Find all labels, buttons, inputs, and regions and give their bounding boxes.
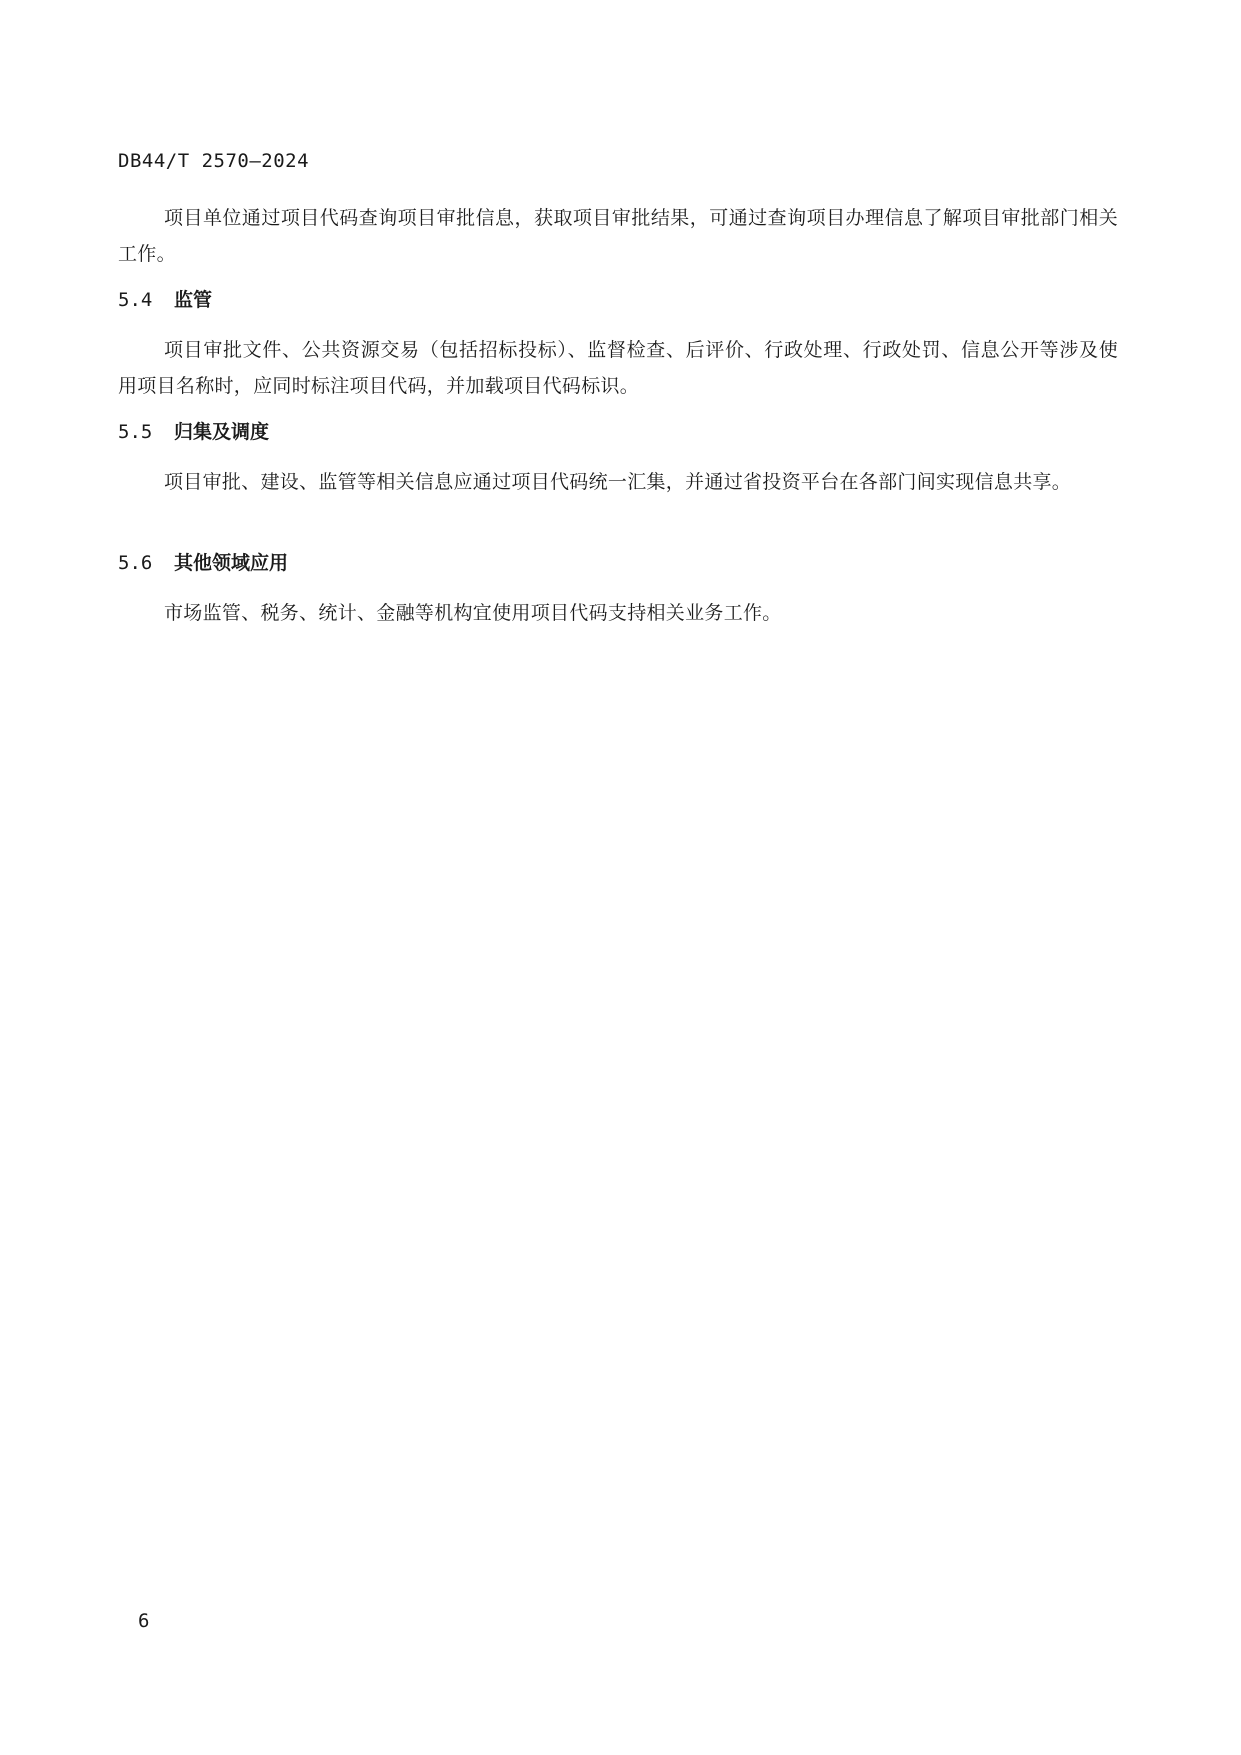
paragraph-other-fields: 市场监管、税务、统计、金融等机构宜使用项目代码支持相关业务工作。 bbox=[164, 602, 782, 624]
section-number: 5.4 bbox=[118, 289, 153, 311]
section-title: 其他领域应用 bbox=[174, 552, 289, 574]
section-heading-5-4 bbox=[118, 285, 212, 315]
section-heading-5-6 bbox=[118, 548, 288, 578]
paragraph-project-query: 项目单位通过项目代码查询项目审批信息，获取项目审批结果，可通过查询项目办理信息了解项目审批部门相关工作。 bbox=[118, 207, 1118, 265]
section-number: 5.6 bbox=[118, 552, 153, 574]
section-title: 监管 bbox=[174, 289, 213, 311]
paragraph-collection: 项目审批、建设、监管等相关信息应通过项目代码统一汇集，并通过省投资平台在各部门间实现信息共享。 bbox=[164, 471, 1072, 493]
section-heading-5-5 bbox=[118, 417, 269, 447]
page-number: 6 bbox=[138, 1610, 150, 1632]
document-code: DB44/T 2570—2024 bbox=[118, 150, 310, 172]
paragraph-supervision: 项目审批文件、公共资源交易（包括招标投标）、监督检查、后评价、行政处理、行政处罚、信息公开等涉及使用项目名称时，应同时标注项目代码，并加载项目代码标识。 bbox=[118, 339, 1118, 397]
section-number: 5.5 bbox=[118, 421, 153, 443]
section-title: 归集及调度 bbox=[174, 421, 270, 443]
